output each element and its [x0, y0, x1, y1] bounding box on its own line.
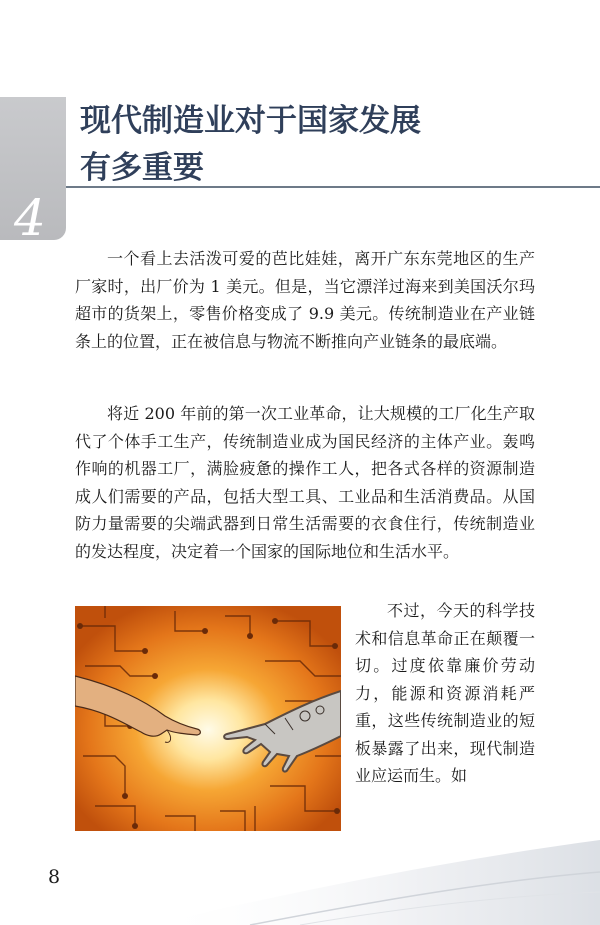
chapter-tab [0, 97, 66, 247]
title-divider [66, 186, 600, 188]
page-number: 8 [48, 866, 61, 888]
paragraph-2: 将近 200 年前的第一次工业革命，让大规模的工厂化生产取代了个体手工生产，传统制造业成为国民经济的主体产业。轰鸣作响的机器工厂，满脸疲惫的操作工人，把各式各样的资源制造成人们需要的产品，包括大型工具、工业品和生活消费品。从国防力量需要的尖端武器到日常生活需要的衣食住行，传统制造业的发达程度，决定着一个国家的国际地位和生活水平。 [75, 404, 535, 561]
human-robot-hands-illustration [75, 606, 341, 831]
chapter-number: 4 [14, 189, 46, 247]
title-line-2: 有多重要 [80, 150, 204, 186]
page-title [80, 98, 580, 192]
paragraph-1: 一个看上去活泼可爱的芭比娃娃，离开广东东莞地区的生产厂家时，出厂价为 1 美元。但是，当它漂洋过海来到美国沃尔玛超市的货架上，零售价格变成了 9.9 美元。传统制造业在产业链条上的位置，正在被信息与物流不断推向产业链条的最底端。 [75, 249, 535, 351]
title-line-1: 现代制造业对于国家发展 [80, 103, 421, 139]
paragraph-3: 不过，今天的科学技术和信息革命正在颠覆一切。过度依靠廉价劳动力，能源和资源消耗严重，这些传统制造业的短板暴露了出来，现代制造业应运而生。如 [355, 601, 535, 785]
decorative-swoosh [0, 800, 600, 925]
